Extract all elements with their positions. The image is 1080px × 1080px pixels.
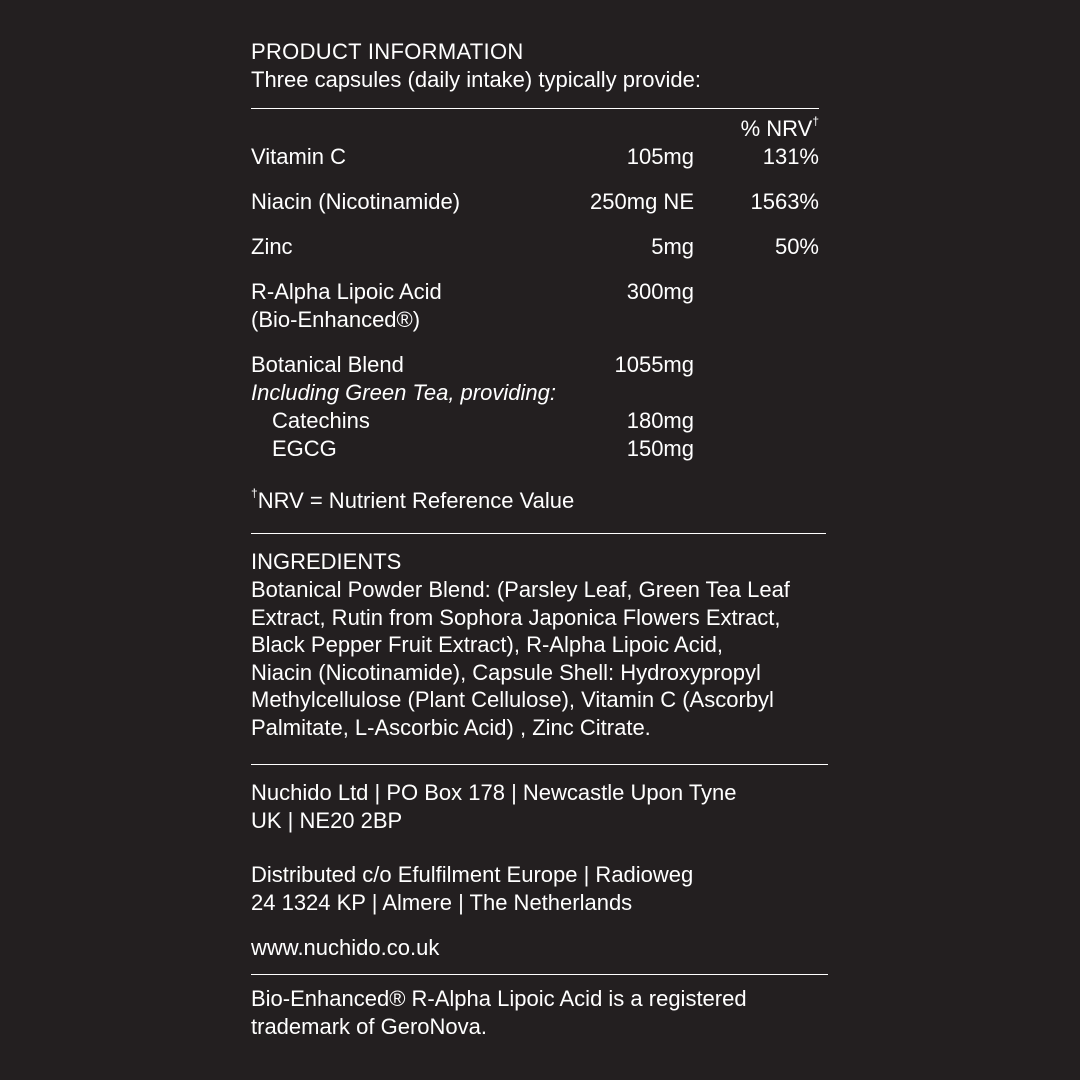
nrv-column-header (251, 115, 819, 143)
nutrient-amount: 150mg (626, 436, 694, 461)
daily-intake-intro: Three capsules (daily intake) typically provide: (251, 67, 701, 92)
ingredients-line: Palmitate, L-Ascorbic Acid) , Zinc Citrate. (251, 714, 651, 740)
ingredients-line: Botanical Powder Blend: (Parsley Leaf, Green Tea Leaf (251, 577, 790, 602)
product-label (251, 38, 831, 1041)
nutrient-row-egcg (251, 435, 819, 463)
nutrient-name: Vitamin C (251, 144, 346, 169)
address-line: Nuchido Ltd | PO Box 178 | Newcastle Upon Tyne (251, 779, 737, 805)
nutrient-amount: 300mg (626, 279, 694, 304)
address-line: UK | NE20 2BP (251, 807, 403, 833)
divider (251, 108, 819, 109)
nutrient-nrv: 50% (774, 234, 819, 259)
botanical-blend-note: Including Green Tea, providing: (251, 380, 556, 405)
nrv-footnote (251, 487, 831, 515)
nutrient-name: R-Alpha Lipoic Acid (251, 279, 442, 304)
footnote-text: NRV = Nutrient Reference Value (257, 488, 575, 513)
distributor-line: 24 1324 KP | Almere | The Netherlands (251, 889, 633, 915)
nrv-header-dagger: † (812, 114, 819, 128)
ingredients-line: Black Pepper Fruit Extract), R-Alpha Lipoic Acid, (251, 632, 723, 658)
website-url: www.nuchido.co.uk (251, 934, 440, 960)
ingredients-list (251, 576, 841, 742)
ingredients-heading: INGREDIENTS (251, 549, 402, 574)
footnote-dagger: † (251, 486, 258, 500)
nutrient-name: Zinc (251, 234, 293, 259)
trademark-line: trademark of GeroNova. (251, 1013, 487, 1039)
nutrient-amount: 250mg NE (590, 189, 694, 214)
nutrient-row-r-alpha-lipoic-acid (251, 278, 819, 306)
nutrient-name: EGCG (272, 436, 337, 461)
nutrient-row-catechins (251, 407, 819, 435)
nutrient-amount: 180mg (626, 408, 694, 433)
nutrient-name: Niacin (Nicotinamide) (251, 189, 461, 214)
trademark-notice (251, 985, 831, 1041)
nutrient-name: Botanical Blend (251, 352, 404, 377)
nutrient-nrv (694, 278, 819, 306)
ingredients-line: Niacin (Nicotinamide), Capsule Shell: Hydroxypropyl (251, 659, 761, 685)
nrv-header-label: % NRV (740, 116, 813, 141)
trademark-line: Bio-Enhanced® R-Alpha Lipoic Acid is a registered (251, 985, 747, 1011)
nutrition-table (251, 143, 831, 463)
nutrient-amount: 1055mg (614, 352, 694, 377)
divider (251, 764, 828, 765)
ingredients-line: Methylcellulose (Plant Cellulose), Vitamin C (Ascorbyl (251, 687, 774, 713)
company-address (251, 779, 831, 835)
product-information-heading: PRODUCT INFORMATION (251, 39, 524, 64)
divider (251, 974, 828, 975)
nutrient-amount: 105mg (626, 144, 694, 169)
nutrient-nrv: 1563% (750, 189, 819, 214)
nutrient-nrv: 131% (762, 144, 819, 169)
divider (251, 533, 826, 534)
nutrient-row-niacin (251, 188, 819, 216)
nutrient-amount: 5mg (651, 234, 694, 259)
distributor-line: Distributed c/o Efulfilment Europe | Radioweg (251, 861, 694, 887)
nutrient-row-botanical-blend (251, 351, 819, 379)
ingredients-line: Extract, Rutin from Sophora Japonica Flowers Extract, (251, 604, 781, 630)
nutrient-name: Catechins (272, 408, 370, 433)
nutrient-row-vitamin-c (251, 143, 819, 171)
nutrient-nrv (694, 351, 819, 379)
distributor-address (251, 861, 831, 917)
nutrient-row-continuation (251, 306, 819, 334)
nutrient-name-line2: (Bio-Enhanced®) (251, 307, 421, 332)
nutrient-row-zinc (251, 233, 819, 261)
